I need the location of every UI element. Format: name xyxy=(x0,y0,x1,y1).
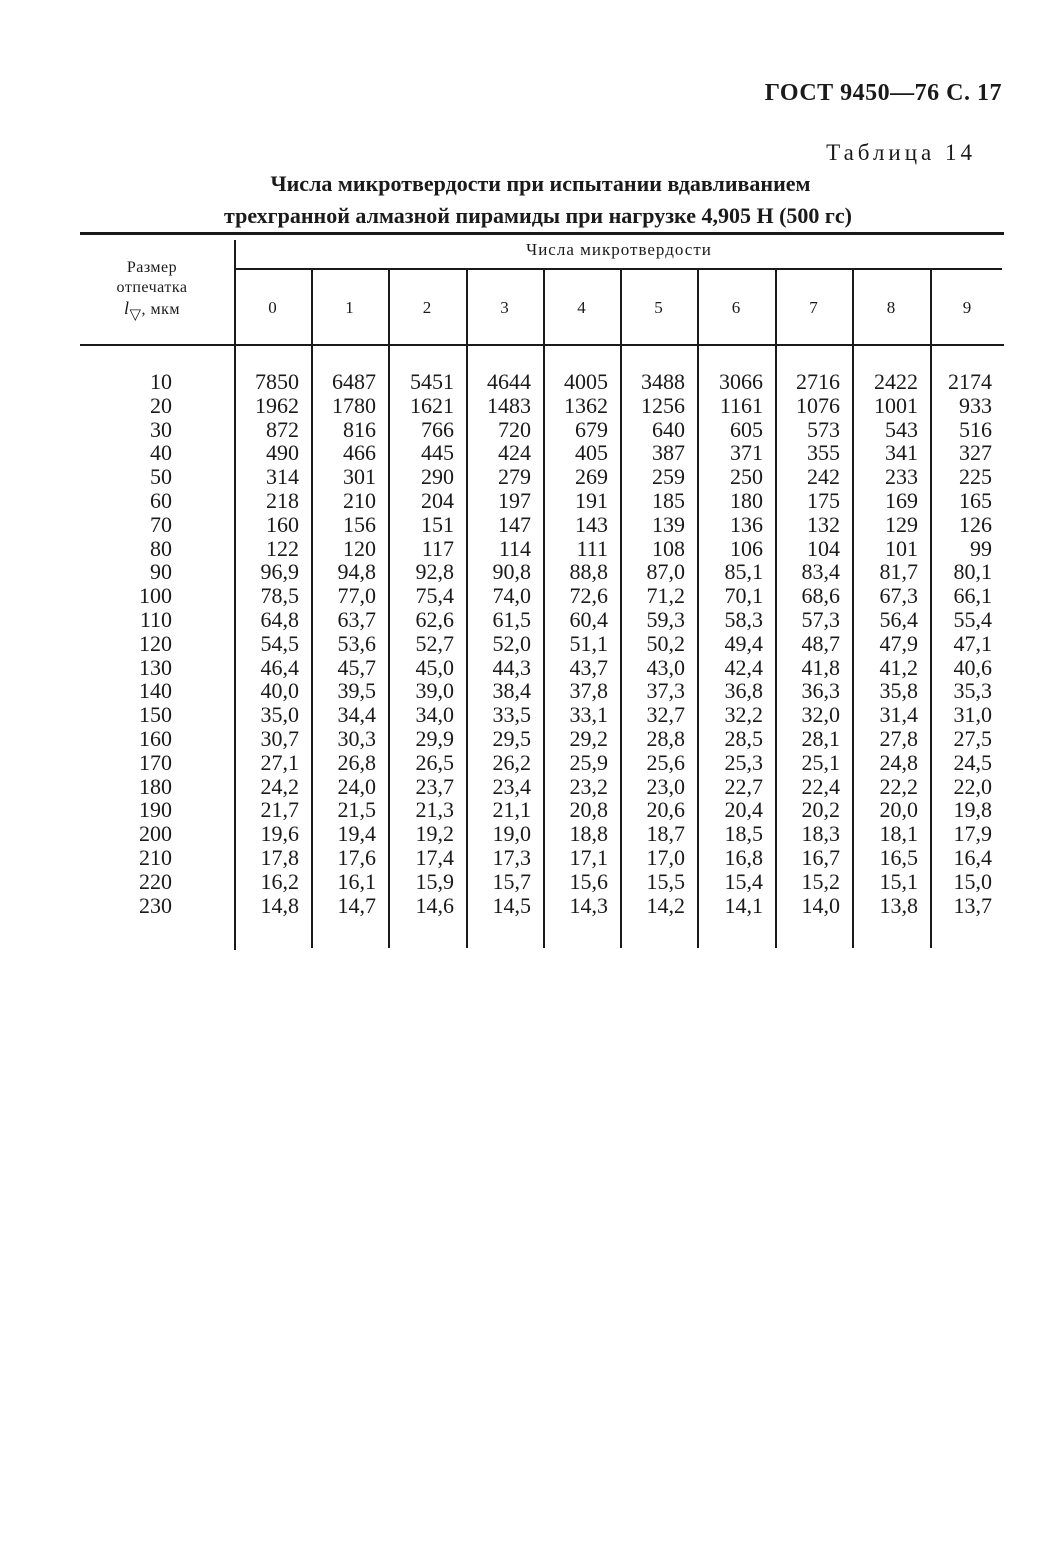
hardness-value-cell: 18,5 xyxy=(724,821,763,847)
size-cell: 90 xyxy=(150,559,172,585)
hardness-value-cell: 314 xyxy=(266,464,299,490)
hardness-value-cell: 92,8 xyxy=(415,559,454,585)
hardness-value-cell: 101 xyxy=(885,535,918,561)
hardness-value-cell: 36,8 xyxy=(724,678,763,704)
hardness-value-cell: 77,0 xyxy=(337,583,376,609)
hardness-value-cell: 191 xyxy=(575,488,608,513)
hardness-value-cell: 120 xyxy=(343,535,376,561)
hardness-value-cell: 4644 xyxy=(487,369,531,394)
table-title-line-2: трехгранной алмазной пирамиды при нагрузке 4,905 Н (500 гс) xyxy=(224,203,852,228)
hardness-value-cell: 32,2 xyxy=(724,702,763,728)
hardness-value-cell: 28,1 xyxy=(801,726,840,751)
size-cell: 120 xyxy=(139,630,172,656)
size-header-line-3 xyxy=(82,298,222,323)
hardness-value-cell: 15,6 xyxy=(569,868,608,894)
hardness-value-cell: 59,3 xyxy=(646,607,685,632)
hardness-value-cell: 25,3 xyxy=(724,749,763,775)
hardness-value-cell: 23,0 xyxy=(646,773,685,799)
column-divider xyxy=(234,240,236,950)
hardness-value-cell: 405 xyxy=(575,440,608,466)
hardness-value-cell: 14,5 xyxy=(492,892,531,918)
hardness-value-cell: 31,4 xyxy=(879,702,918,728)
hardness-value-cell: 126 xyxy=(959,511,992,537)
hardness-value-cell: 15,5 xyxy=(646,868,685,894)
column-divider xyxy=(620,270,622,948)
table-top-rule xyxy=(80,232,1004,235)
hardness-value-cell: 21,5 xyxy=(337,797,376,823)
size-cell: 180 xyxy=(139,773,172,799)
hardness-value-cell: 18,1 xyxy=(879,821,918,847)
hardness-value-cell: 139 xyxy=(652,511,685,537)
hardness-value-cell: 1621 xyxy=(410,392,454,418)
hardness-value-cell: 355 xyxy=(807,440,840,466)
size-cell: 60 xyxy=(150,488,172,513)
hardness-value-cell: 3488 xyxy=(641,369,685,394)
column-divider xyxy=(852,270,854,948)
hardness-value-cell: 27,5 xyxy=(953,726,992,751)
hardness-value-cell: 35,8 xyxy=(879,678,918,704)
hardness-value-cell: 250 xyxy=(730,464,763,490)
hardness-value-cell: 218 xyxy=(266,488,299,513)
hardness-value-cell: 22,4 xyxy=(801,773,840,799)
table-number-label: Таблица 14 xyxy=(826,140,976,165)
hardness-value-cell: 766 xyxy=(421,416,454,442)
hardness-value-cell: 17,4 xyxy=(415,845,454,870)
hardness-value-cell: 445 xyxy=(421,440,454,466)
hardness-value-cell: 43,0 xyxy=(646,654,685,680)
hardness-value-cell: 269 xyxy=(575,464,608,490)
hardness-value-cell: 25,9 xyxy=(569,749,608,775)
hardness-value-cell: 15,1 xyxy=(879,868,918,894)
hardness-value-cell: 80,1 xyxy=(953,559,992,585)
hardness-value-cell: 48,7 xyxy=(801,630,840,656)
hardness-value-cell: 39,0 xyxy=(415,678,454,704)
hardness-value-cell: 424 xyxy=(498,440,531,466)
hardness-value-cell: 22,0 xyxy=(953,773,992,799)
hardness-value-cell: 19,4 xyxy=(337,821,376,847)
hardness-value-cell: 605 xyxy=(730,416,763,442)
hardness-value-cell: 17,9 xyxy=(953,821,992,847)
hardness-value-cell: 104 xyxy=(807,535,840,561)
hardness-value-cell: 61,5 xyxy=(492,607,531,632)
hardness-value-cell: 16,8 xyxy=(724,845,763,870)
size-cell: 100 xyxy=(139,583,172,609)
standard-page-reference: ГОСТ 9450—76 С. 17 xyxy=(764,80,1002,106)
hardness-value-cell: 1780 xyxy=(332,392,376,418)
hardness-value-cell: 14,2 xyxy=(646,892,685,918)
hardness-value-cell: 516 xyxy=(959,416,992,442)
hardness-value-cell: 20,2 xyxy=(801,797,840,823)
hardness-value-cell: 2716 xyxy=(796,369,840,394)
hardness-value-cell: 16,5 xyxy=(879,845,918,870)
hardness-value-cell: 34,0 xyxy=(415,702,454,728)
hardness-value-cell: 1256 xyxy=(641,392,685,418)
size-cell: 10 xyxy=(150,369,172,394)
hardness-value-cell: 7850 xyxy=(255,369,299,394)
hardness-value-cell: 24,0 xyxy=(337,773,376,799)
hardness-value-cell: 6487 xyxy=(332,369,376,394)
hardness-value-cell: 81,7 xyxy=(879,559,918,585)
hardness-value-cell: 38,4 xyxy=(492,678,531,704)
size-column-header xyxy=(82,258,222,323)
hardness-value-cell: 19,2 xyxy=(415,821,454,847)
hardness-value-cell: 85,1 xyxy=(724,559,763,585)
hardness-value-cell: 74,0 xyxy=(492,583,531,609)
hardness-value-cell: 30,7 xyxy=(260,726,299,751)
hardness-value-cell: 16,2 xyxy=(260,868,299,894)
hardness-value-cell: 37,3 xyxy=(646,678,685,704)
digit-column-header: 0 xyxy=(268,298,277,317)
hardness-value-cell: 16,4 xyxy=(953,845,992,870)
hardness-value-cell: 490 xyxy=(266,440,299,466)
hardness-value-cell: 88,8 xyxy=(569,559,608,585)
hardness-value-cell: 46,4 xyxy=(260,654,299,680)
hardness-value-cell: 28,8 xyxy=(646,726,685,751)
hardness-value-cell: 13,7 xyxy=(953,892,992,918)
hardness-value-cell: 16,1 xyxy=(337,868,376,894)
hardness-value-cell: 185 xyxy=(652,488,685,513)
hardness-value-cell: 1362 xyxy=(564,392,608,418)
hardness-value-cell: 15,0 xyxy=(953,868,992,894)
hardness-value-cell: 15,4 xyxy=(724,868,763,894)
hardness-value-cell: 41,2 xyxy=(879,654,918,680)
hardness-value-cell: 57,3 xyxy=(801,607,840,632)
size-cell: 150 xyxy=(139,702,172,728)
hardness-value-cell: 19,8 xyxy=(953,797,992,823)
hardness-value-cell: 42,4 xyxy=(724,654,763,680)
hardness-value-cell: 25,1 xyxy=(801,749,840,775)
digit-column-header: 7 xyxy=(809,298,818,317)
hardness-value-cell: 33,1 xyxy=(569,702,608,728)
hardness-value-cell: 18,3 xyxy=(801,821,840,847)
hardness-value-cell: 43,7 xyxy=(569,654,608,680)
hardness-value-cell: 147 xyxy=(498,511,531,537)
digit-column-header: 5 xyxy=(654,298,663,317)
hardness-value-cell: 387 xyxy=(652,440,685,466)
hardness-value-cell: 33,5 xyxy=(492,702,531,728)
hardness-value-cell: 29,5 xyxy=(492,726,531,751)
hardness-value-cell: 66,1 xyxy=(953,583,992,609)
size-cell: 190 xyxy=(139,797,172,823)
hardness-value-cell: 35,3 xyxy=(953,678,992,704)
digit-column-header: 1 xyxy=(345,298,354,317)
hardness-value-cell: 233 xyxy=(885,464,918,490)
hardness-group-header: Числа микротвердости xyxy=(526,240,712,259)
hardness-value-cell: 96,9 xyxy=(260,559,299,585)
hardness-value-cell: 49,4 xyxy=(724,630,763,656)
size-header-line-1: Размер xyxy=(126,259,178,276)
hardness-value-cell: 78,5 xyxy=(260,583,299,609)
hardness-value-cell: 22,2 xyxy=(879,773,918,799)
hardness-value-cell: 17,3 xyxy=(492,845,531,870)
hardness-value-cell: 21,7 xyxy=(260,797,299,823)
hardness-value-cell: 31,0 xyxy=(953,702,992,728)
hardness-value-cell: 160 xyxy=(266,511,299,537)
digit-column-header: 8 xyxy=(886,298,896,317)
hardness-value-cell: 35,0 xyxy=(260,702,299,728)
hardness-value-cell: 19,6 xyxy=(260,821,299,847)
hardness-value-cell: 111 xyxy=(576,535,608,561)
hardness-value-cell: 58,3 xyxy=(724,607,763,632)
hardness-value-cell: 156 xyxy=(343,511,376,537)
hardness-value-cell: 129 xyxy=(885,511,918,537)
hardness-value-cell: 24,5 xyxy=(953,749,992,775)
column-divider xyxy=(930,270,932,948)
hardness-value-cell: 27,8 xyxy=(879,726,918,751)
hardness-value-cell: 122 xyxy=(266,535,299,561)
hardness-value-cell: 290 xyxy=(421,464,454,490)
hardness-value-cell: 55,4 xyxy=(953,607,992,632)
column-divider xyxy=(543,270,545,948)
size-cell: 210 xyxy=(139,845,172,870)
hardness-value-cell: 143 xyxy=(575,511,608,537)
hardness-value-cell: 45,0 xyxy=(415,654,454,680)
hardness-value-cell: 44,3 xyxy=(492,654,531,680)
hardness-value-cell: 63,7 xyxy=(337,607,376,632)
hardness-value-cell: 210 xyxy=(343,488,376,513)
hardness-value-cell: 30,3 xyxy=(337,726,376,751)
hardness-value-cell: 466 xyxy=(343,440,376,466)
size-cell: 140 xyxy=(139,678,172,704)
hardness-value-cell: 51,1 xyxy=(569,630,608,656)
hardness-value-cell: 68,6 xyxy=(801,583,840,609)
hardness-value-cell: 17,1 xyxy=(569,845,608,870)
size-cell: 80 xyxy=(150,535,172,561)
hardness-value-cell: 151 xyxy=(421,511,454,537)
hardness-value-cell: 40,0 xyxy=(260,678,299,704)
size-cell: 20 xyxy=(150,392,172,418)
hardness-value-cell: 132 xyxy=(807,511,840,537)
hardness-value-cell: 70,1 xyxy=(724,583,763,609)
hardness-value-cell: 2174 xyxy=(948,369,992,394)
hardness-value-cell: 72,6 xyxy=(569,583,608,609)
hardness-value-cell: 114 xyxy=(498,535,531,561)
hardness-value-cell: 20,0 xyxy=(879,797,918,823)
hardness-value-cell: 71,2 xyxy=(646,583,685,609)
hardness-value-cell: 242 xyxy=(807,464,840,490)
hardness-value-cell: 47,1 xyxy=(953,630,992,656)
size-unit: , мкм xyxy=(141,301,181,318)
hardness-value-cell: 933 xyxy=(959,392,992,418)
hardness-value-cell: 17,8 xyxy=(260,845,299,870)
hardness-value-cell: 1001 xyxy=(874,392,918,418)
hardness-value-cell: 14,6 xyxy=(415,892,454,918)
hardness-value-cell: 41,8 xyxy=(801,654,840,680)
hardness-value-cell: 94,8 xyxy=(337,559,376,585)
hardness-value-cell: 180 xyxy=(730,488,763,513)
hardness-value-cell: 52,7 xyxy=(415,630,454,656)
hardness-value-cell: 20,8 xyxy=(569,797,608,823)
hardness-value-cell: 816 xyxy=(343,416,376,442)
hardness-value-cell: 17,6 xyxy=(337,845,376,870)
digit-column-header: 2 xyxy=(422,298,432,317)
column-divider xyxy=(388,270,390,948)
hardness-value-cell: 26,8 xyxy=(337,749,376,775)
hardness-value-cell: 259 xyxy=(652,464,685,490)
table-title-line-1: Числа микротвердости при испытании вдавливанием xyxy=(270,171,811,196)
size-symbol: l xyxy=(123,298,130,318)
hardness-value-cell: 36,3 xyxy=(801,678,840,704)
size-cell: 110 xyxy=(139,607,172,632)
hardness-value-cell: 17,0 xyxy=(646,845,685,870)
header-bottom-rule xyxy=(80,344,1004,346)
hardness-value-cell: 279 xyxy=(498,464,531,490)
hardness-value-cell: 2422 xyxy=(874,369,918,394)
hardness-value-cell: 165 xyxy=(959,488,992,513)
hardness-value-cell: 18,8 xyxy=(569,821,608,847)
hardness-value-cell: 14,7 xyxy=(337,892,376,918)
hardness-value-cell: 60,4 xyxy=(569,607,608,632)
hardness-value-cell: 640 xyxy=(652,416,685,442)
hardness-value-cell: 83,4 xyxy=(801,559,840,585)
hardness-value-cell: 54,5 xyxy=(260,630,299,656)
hardness-value-cell: 15,2 xyxy=(801,868,840,894)
hardness-value-cell: 301 xyxy=(343,464,376,490)
hardness-value-cell: 39,5 xyxy=(337,678,376,704)
hardness-value-cell: 20,4 xyxy=(724,797,763,823)
hardness-value-cell: 175 xyxy=(807,488,840,513)
hardness-value-cell: 573 xyxy=(807,416,840,442)
hardness-value-cell: 45,7 xyxy=(337,654,376,680)
hardness-value-cell: 720 xyxy=(498,416,531,442)
hardness-value-cell: 1076 xyxy=(796,392,840,418)
hardness-value-cell: 197 xyxy=(498,488,531,513)
hardness-value-cell: 52,0 xyxy=(492,630,531,656)
hardness-value-cell: 371 xyxy=(730,440,763,466)
hardness-value-cell: 32,0 xyxy=(801,702,840,728)
hardness-value-cell: 341 xyxy=(885,440,918,466)
group-header-rule xyxy=(236,268,1002,270)
column-divider xyxy=(775,270,777,948)
column-divider xyxy=(311,270,313,948)
hardness-value-cell: 327 xyxy=(959,440,992,466)
hardness-value-cell: 1962 xyxy=(255,392,299,418)
hardness-value-cell: 23,4 xyxy=(492,773,531,799)
hardness-value-cell: 106 xyxy=(730,535,763,561)
hardness-value-cell: 15,7 xyxy=(492,868,531,894)
hardness-value-cell: 21,3 xyxy=(415,797,454,823)
size-cell: 130 xyxy=(139,654,172,680)
hardness-value-cell: 1483 xyxy=(487,392,531,418)
hardness-value-cell: 13,8 xyxy=(879,892,918,918)
size-cell: 70 xyxy=(150,511,172,537)
hardness-value-cell: 3066 xyxy=(719,369,763,394)
hardness-value-cell: 34,4 xyxy=(337,702,376,728)
size-cell: 30 xyxy=(150,416,172,442)
hardness-value-cell: 87,0 xyxy=(646,559,685,585)
hardness-value-cell: 108 xyxy=(652,535,685,561)
column-divider xyxy=(697,270,699,948)
size-cell: 50 xyxy=(150,464,172,490)
hardness-value-cell: 16,7 xyxy=(801,845,840,870)
hardness-value-cell: 53,6 xyxy=(337,630,376,656)
hardness-value-cell: 23,2 xyxy=(569,773,608,799)
hardness-value-cell: 14,3 xyxy=(569,892,608,918)
hardness-value-cell: 15,9 xyxy=(415,868,454,894)
hardness-value-cell: 26,5 xyxy=(415,749,454,775)
size-cell: 160 xyxy=(139,726,172,751)
hardness-value-cell: 24,8 xyxy=(879,749,918,775)
hardness-value-cell: 24,2 xyxy=(260,773,299,799)
hardness-value-cell: 32,7 xyxy=(646,702,685,728)
triangle-subscript-icon: ▽ xyxy=(129,307,142,323)
hardness-value-cell: 22,7 xyxy=(724,773,763,799)
size-cell: 40 xyxy=(150,440,172,466)
hardness-value-cell: 40,6 xyxy=(953,654,992,680)
hardness-value-cell: 64,8 xyxy=(260,607,299,632)
hardness-value-cell: 204 xyxy=(421,488,454,513)
hardness-value-cell: 19,0 xyxy=(492,821,531,847)
hardness-value-cell: 26,2 xyxy=(492,749,531,775)
hardness-value-cell: 75,4 xyxy=(415,583,454,609)
hardness-value-cell: 4005 xyxy=(564,369,608,394)
hardness-value-cell: 1161 xyxy=(719,392,763,418)
hardness-value-cell: 28,5 xyxy=(724,726,763,751)
hardness-value-cell: 37,8 xyxy=(569,678,608,704)
hardness-value-cell: 29,9 xyxy=(415,726,454,751)
hardness-value-cell: 679 xyxy=(575,416,608,442)
size-cell: 230 xyxy=(139,892,172,918)
hardness-value-cell: 99 xyxy=(970,535,992,561)
hardness-value-cell: 14,0 xyxy=(801,892,840,918)
size-cell: 170 xyxy=(139,749,172,775)
size-cell: 220 xyxy=(139,868,172,894)
digit-column-header: 4 xyxy=(577,298,586,317)
digit-column-header: 3 xyxy=(500,298,509,317)
hardness-value-cell: 14,1 xyxy=(724,892,763,918)
hardness-value-cell: 21,1 xyxy=(492,797,531,823)
hardness-value-cell: 47,9 xyxy=(879,630,918,656)
hardness-value-cell: 50,2 xyxy=(646,630,685,656)
hardness-value-cell: 14,8 xyxy=(260,892,299,918)
column-divider xyxy=(466,270,468,948)
digit-column-header: 9 xyxy=(962,298,972,317)
hardness-value-cell: 29,2 xyxy=(569,726,608,751)
digit-column-header: 6 xyxy=(731,298,741,317)
hardness-value-cell: 225 xyxy=(959,464,992,490)
hardness-value-cell: 25,6 xyxy=(646,749,685,775)
hardness-value-cell: 18,7 xyxy=(646,821,685,847)
hardness-value-cell: 23,7 xyxy=(415,773,454,799)
hardness-value-cell: 62,6 xyxy=(415,607,454,632)
hardness-value-cell: 56,4 xyxy=(879,607,918,632)
table-title xyxy=(0,168,1056,232)
hardness-value-cell: 27,1 xyxy=(260,749,299,775)
hardness-value-cell: 136 xyxy=(730,511,763,537)
hardness-value-cell: 20,6 xyxy=(646,797,685,823)
hardness-value-cell: 872 xyxy=(266,416,299,442)
size-header-line-2: отпечатка xyxy=(116,279,188,296)
hardness-value-cell: 90,8 xyxy=(492,559,531,585)
hardness-value-cell: 543 xyxy=(885,416,918,442)
hardness-value-cell: 67,3 xyxy=(879,583,918,609)
hardness-value-cell: 117 xyxy=(421,535,454,561)
hardness-value-cell: 169 xyxy=(885,488,918,513)
size-cell: 200 xyxy=(139,821,172,847)
hardness-value-cell: 5451 xyxy=(410,369,454,394)
